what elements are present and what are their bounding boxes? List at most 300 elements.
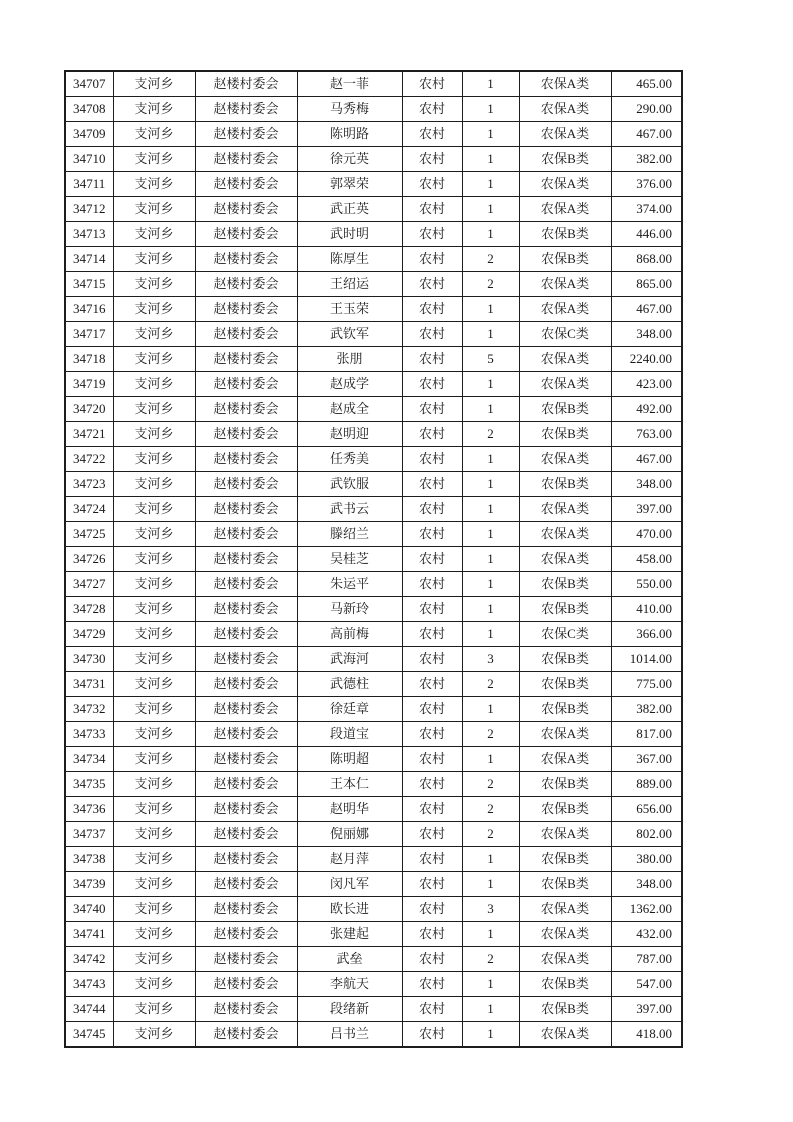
cell-insurance-category: 农保A类 bbox=[519, 547, 611, 572]
cell-township: 支河乡 bbox=[113, 547, 195, 572]
cell-person-name: 朱运平 bbox=[297, 572, 402, 597]
cell-township: 支河乡 bbox=[113, 322, 195, 347]
cell-residence-type: 农村 bbox=[402, 897, 462, 922]
table-row bbox=[65, 122, 682, 147]
cell-residence-type: 农村 bbox=[402, 372, 462, 397]
cell-amount: 787.00 bbox=[611, 947, 682, 972]
cell-residence-type: 农村 bbox=[402, 497, 462, 522]
cell-person-count: 1 bbox=[462, 222, 519, 247]
cell-residence-type: 农村 bbox=[402, 847, 462, 872]
table-row bbox=[65, 547, 682, 572]
cell-village-committee: 赵楼村委会 bbox=[195, 747, 297, 772]
cell-residence-type: 农村 bbox=[402, 222, 462, 247]
cell-record-id: 34710 bbox=[65, 147, 113, 172]
cell-township: 支河乡 bbox=[113, 772, 195, 797]
cell-township: 支河乡 bbox=[113, 122, 195, 147]
table-row bbox=[65, 147, 682, 172]
cell-amount: 656.00 bbox=[611, 797, 682, 822]
cell-insurance-category: 农保A类 bbox=[519, 347, 611, 372]
cell-record-id: 34730 bbox=[65, 647, 113, 672]
table-row bbox=[65, 447, 682, 472]
cell-village-committee: 赵楼村委会 bbox=[195, 422, 297, 447]
cell-amount: 467.00 bbox=[611, 297, 682, 322]
table-row bbox=[65, 947, 682, 972]
cell-person-name: 徐廷章 bbox=[297, 697, 402, 722]
cell-village-committee: 赵楼村委会 bbox=[195, 71, 297, 97]
cell-village-committee: 赵楼村委会 bbox=[195, 522, 297, 547]
cell-insurance-category: 农保B类 bbox=[519, 772, 611, 797]
cell-residence-type: 农村 bbox=[402, 347, 462, 372]
cell-village-committee: 赵楼村委会 bbox=[195, 1022, 297, 1048]
cell-person-count: 1 bbox=[462, 147, 519, 172]
cell-amount: 763.00 bbox=[611, 422, 682, 447]
cell-person-name: 赵明迎 bbox=[297, 422, 402, 447]
cell-person-count: 2 bbox=[462, 672, 519, 697]
cell-person-count: 2 bbox=[462, 722, 519, 747]
cell-person-name: 赵成学 bbox=[297, 372, 402, 397]
table-row bbox=[65, 1022, 682, 1048]
cell-person-name: 武德柱 bbox=[297, 672, 402, 697]
cell-person-count: 1 bbox=[462, 71, 519, 97]
cell-amount: 889.00 bbox=[611, 772, 682, 797]
cell-village-committee: 赵楼村委会 bbox=[195, 722, 297, 747]
table-row bbox=[65, 722, 682, 747]
cell-record-id: 34745 bbox=[65, 1022, 113, 1048]
cell-village-committee: 赵楼村委会 bbox=[195, 222, 297, 247]
table-row bbox=[65, 697, 682, 722]
cell-residence-type: 农村 bbox=[402, 297, 462, 322]
cell-amount: 418.00 bbox=[611, 1022, 682, 1048]
cell-amount: 865.00 bbox=[611, 272, 682, 297]
cell-village-committee: 赵楼村委会 bbox=[195, 297, 297, 322]
cell-village-committee: 赵楼村委会 bbox=[195, 472, 297, 497]
cell-record-id: 34735 bbox=[65, 772, 113, 797]
table-row bbox=[65, 472, 682, 497]
cell-township: 支河乡 bbox=[113, 847, 195, 872]
table-row bbox=[65, 322, 682, 347]
cell-residence-type: 农村 bbox=[402, 397, 462, 422]
cell-village-committee: 赵楼村委会 bbox=[195, 797, 297, 822]
cell-amount: 380.00 bbox=[611, 847, 682, 872]
cell-township: 支河乡 bbox=[113, 822, 195, 847]
cell-person-name: 张建起 bbox=[297, 922, 402, 947]
cell-person-count: 1 bbox=[462, 197, 519, 222]
cell-person-name: 赵一菲 bbox=[297, 71, 402, 97]
cell-person-count: 1 bbox=[462, 972, 519, 997]
cell-township: 支河乡 bbox=[113, 347, 195, 372]
table-row bbox=[65, 872, 682, 897]
cell-insurance-category: 农保A类 bbox=[519, 522, 611, 547]
cell-record-id: 34707 bbox=[65, 71, 113, 97]
cell-residence-type: 农村 bbox=[402, 247, 462, 272]
cell-person-name: 武书云 bbox=[297, 497, 402, 522]
cell-residence-type: 农村 bbox=[402, 722, 462, 747]
cell-insurance-category: 农保B类 bbox=[519, 797, 611, 822]
cell-amount: 446.00 bbox=[611, 222, 682, 247]
cell-insurance-category: 农保B类 bbox=[519, 847, 611, 872]
cell-record-id: 34719 bbox=[65, 372, 113, 397]
cell-person-count: 1 bbox=[462, 297, 519, 322]
cell-insurance-category: 农保A类 bbox=[519, 747, 611, 772]
cell-person-name: 武时明 bbox=[297, 222, 402, 247]
cell-insurance-category: 农保A类 bbox=[519, 197, 611, 222]
cell-residence-type: 农村 bbox=[402, 947, 462, 972]
table-row bbox=[65, 197, 682, 222]
table-row bbox=[65, 272, 682, 297]
cell-insurance-category: 农保C类 bbox=[519, 322, 611, 347]
cell-village-committee: 赵楼村委会 bbox=[195, 972, 297, 997]
table-row bbox=[65, 672, 682, 697]
cell-residence-type: 农村 bbox=[402, 622, 462, 647]
cell-insurance-category: 农保A类 bbox=[519, 897, 611, 922]
cell-person-name: 马秀梅 bbox=[297, 97, 402, 122]
cell-record-id: 34723 bbox=[65, 472, 113, 497]
cell-village-committee: 赵楼村委会 bbox=[195, 947, 297, 972]
cell-person-count: 2 bbox=[462, 772, 519, 797]
cell-village-committee: 赵楼村委会 bbox=[195, 572, 297, 597]
cell-record-id: 34729 bbox=[65, 622, 113, 647]
cell-residence-type: 农村 bbox=[402, 547, 462, 572]
cell-record-id: 34725 bbox=[65, 522, 113, 547]
cell-insurance-category: 农保A类 bbox=[519, 497, 611, 522]
cell-amount: 1362.00 bbox=[611, 897, 682, 922]
cell-insurance-category: 农保A类 bbox=[519, 372, 611, 397]
cell-person-name: 段道宝 bbox=[297, 722, 402, 747]
cell-amount: 817.00 bbox=[611, 722, 682, 747]
cell-record-id: 34743 bbox=[65, 972, 113, 997]
cell-township: 支河乡 bbox=[113, 647, 195, 672]
table-row bbox=[65, 347, 682, 372]
cell-township: 支河乡 bbox=[113, 572, 195, 597]
cell-insurance-category: 农保A类 bbox=[519, 122, 611, 147]
cell-record-id: 34716 bbox=[65, 297, 113, 322]
cell-residence-type: 农村 bbox=[402, 322, 462, 347]
cell-township: 支河乡 bbox=[113, 497, 195, 522]
table-body bbox=[65, 71, 682, 1047]
cell-township: 支河乡 bbox=[113, 922, 195, 947]
cell-insurance-category: 农保A类 bbox=[519, 822, 611, 847]
cell-township: 支河乡 bbox=[113, 97, 195, 122]
cell-amount: 470.00 bbox=[611, 522, 682, 547]
cell-insurance-category: 农保A类 bbox=[519, 297, 611, 322]
cell-residence-type: 农村 bbox=[402, 772, 462, 797]
cell-amount: 348.00 bbox=[611, 872, 682, 897]
table-row bbox=[65, 222, 682, 247]
cell-residence-type: 农村 bbox=[402, 522, 462, 547]
cell-insurance-category: 农保A类 bbox=[519, 722, 611, 747]
cell-township: 支河乡 bbox=[113, 622, 195, 647]
cell-amount: 382.00 bbox=[611, 697, 682, 722]
table-row bbox=[65, 622, 682, 647]
cell-person-name: 倪丽娜 bbox=[297, 822, 402, 847]
cell-person-count: 1 bbox=[462, 397, 519, 422]
cell-person-name: 李航天 bbox=[297, 972, 402, 997]
cell-village-committee: 赵楼村委会 bbox=[195, 347, 297, 372]
cell-insurance-category: 农保A类 bbox=[519, 447, 611, 472]
cell-township: 支河乡 bbox=[113, 447, 195, 472]
cell-person-count: 1 bbox=[462, 847, 519, 872]
cell-record-id: 34708 bbox=[65, 97, 113, 122]
cell-insurance-category: 农保B类 bbox=[519, 147, 611, 172]
table-row bbox=[65, 297, 682, 322]
cell-village-committee: 赵楼村委会 bbox=[195, 822, 297, 847]
cell-person-count: 1 bbox=[462, 622, 519, 647]
cell-village-committee: 赵楼村委会 bbox=[195, 372, 297, 397]
cell-insurance-category: 农保B类 bbox=[519, 422, 611, 447]
cell-record-id: 34736 bbox=[65, 797, 113, 822]
cell-person-count: 1 bbox=[462, 697, 519, 722]
cell-township: 支河乡 bbox=[113, 472, 195, 497]
cell-village-committee: 赵楼村委会 bbox=[195, 647, 297, 672]
cell-person-name: 郭翠荣 bbox=[297, 172, 402, 197]
cell-village-committee: 赵楼村委会 bbox=[195, 547, 297, 572]
cell-village-committee: 赵楼村委会 bbox=[195, 997, 297, 1022]
cell-insurance-category: 农保B类 bbox=[519, 997, 611, 1022]
cell-person-count: 1 bbox=[462, 172, 519, 197]
cell-township: 支河乡 bbox=[113, 797, 195, 822]
cell-person-count: 1 bbox=[462, 1022, 519, 1048]
cell-record-id: 34738 bbox=[65, 847, 113, 872]
cell-person-count: 1 bbox=[462, 447, 519, 472]
cell-amount: 423.00 bbox=[611, 372, 682, 397]
cell-village-committee: 赵楼村委会 bbox=[195, 597, 297, 622]
table-row bbox=[65, 97, 682, 122]
table-row bbox=[65, 372, 682, 397]
cell-residence-type: 农村 bbox=[402, 1022, 462, 1048]
cell-village-committee: 赵楼村委会 bbox=[195, 322, 297, 347]
cell-residence-type: 农村 bbox=[402, 797, 462, 822]
cell-record-id: 34717 bbox=[65, 322, 113, 347]
cell-township: 支河乡 bbox=[113, 872, 195, 897]
cell-amount: 410.00 bbox=[611, 597, 682, 622]
cell-person-count: 3 bbox=[462, 897, 519, 922]
cell-person-name: 王本仁 bbox=[297, 772, 402, 797]
cell-person-name: 武正英 bbox=[297, 197, 402, 222]
cell-insurance-category: 农保B类 bbox=[519, 397, 611, 422]
cell-record-id: 34739 bbox=[65, 872, 113, 897]
table-row bbox=[65, 71, 682, 97]
cell-residence-type: 农村 bbox=[402, 872, 462, 897]
cell-residence-type: 农村 bbox=[402, 972, 462, 997]
cell-amount: 367.00 bbox=[611, 747, 682, 772]
cell-village-committee: 赵楼村委会 bbox=[195, 197, 297, 222]
cell-person-name: 段绪新 bbox=[297, 997, 402, 1022]
table-row bbox=[65, 847, 682, 872]
cell-insurance-category: 农保A类 bbox=[519, 272, 611, 297]
cell-village-committee: 赵楼村委会 bbox=[195, 772, 297, 797]
cell-insurance-category: 农保B类 bbox=[519, 972, 611, 997]
cell-insurance-category: 农保B类 bbox=[519, 872, 611, 897]
cell-township: 支河乡 bbox=[113, 747, 195, 772]
cell-amount: 550.00 bbox=[611, 572, 682, 597]
cell-person-count: 5 bbox=[462, 347, 519, 372]
cell-residence-type: 农村 bbox=[402, 71, 462, 97]
table-row bbox=[65, 822, 682, 847]
cell-person-name: 武垒 bbox=[297, 947, 402, 972]
cell-person-count: 1 bbox=[462, 122, 519, 147]
cell-residence-type: 农村 bbox=[402, 147, 462, 172]
cell-record-id: 34741 bbox=[65, 922, 113, 947]
cell-residence-type: 农村 bbox=[402, 697, 462, 722]
cell-village-committee: 赵楼村委会 bbox=[195, 897, 297, 922]
cell-person-name: 武钦服 bbox=[297, 472, 402, 497]
cell-residence-type: 农村 bbox=[402, 597, 462, 622]
cell-person-name: 徐元英 bbox=[297, 147, 402, 172]
cell-record-id: 34715 bbox=[65, 272, 113, 297]
table-row bbox=[65, 972, 682, 997]
cell-insurance-category: 农保B类 bbox=[519, 572, 611, 597]
cell-person-count: 1 bbox=[462, 97, 519, 122]
cell-insurance-category: 农保C类 bbox=[519, 622, 611, 647]
cell-amount: 432.00 bbox=[611, 922, 682, 947]
cell-township: 支河乡 bbox=[113, 972, 195, 997]
cell-person-name: 赵成全 bbox=[297, 397, 402, 422]
cell-record-id: 34721 bbox=[65, 422, 113, 447]
cell-amount: 465.00 bbox=[611, 71, 682, 97]
cell-person-count: 2 bbox=[462, 947, 519, 972]
cell-insurance-category: 农保B类 bbox=[519, 647, 611, 672]
table-row bbox=[65, 747, 682, 772]
cell-township: 支河乡 bbox=[113, 597, 195, 622]
cell-residence-type: 农村 bbox=[402, 97, 462, 122]
cell-person-name: 赵月萍 bbox=[297, 847, 402, 872]
table-row bbox=[65, 397, 682, 422]
cell-person-name: 吴桂芝 bbox=[297, 547, 402, 572]
cell-person-count: 1 bbox=[462, 547, 519, 572]
cell-residence-type: 农村 bbox=[402, 572, 462, 597]
cell-village-committee: 赵楼村委会 bbox=[195, 97, 297, 122]
cell-person-count: 2 bbox=[462, 422, 519, 447]
cell-village-committee: 赵楼村委会 bbox=[195, 622, 297, 647]
cell-person-count: 2 bbox=[462, 272, 519, 297]
cell-person-name: 赵明华 bbox=[297, 797, 402, 822]
cell-township: 支河乡 bbox=[113, 697, 195, 722]
cell-insurance-category: 农保B类 bbox=[519, 472, 611, 497]
cell-township: 支河乡 bbox=[113, 222, 195, 247]
cell-amount: 492.00 bbox=[611, 397, 682, 422]
cell-township: 支河乡 bbox=[113, 372, 195, 397]
cell-amount: 382.00 bbox=[611, 147, 682, 172]
cell-amount: 775.00 bbox=[611, 672, 682, 697]
cell-residence-type: 农村 bbox=[402, 672, 462, 697]
cell-township: 支河乡 bbox=[113, 722, 195, 747]
cell-person-name: 滕绍兰 bbox=[297, 522, 402, 547]
cell-person-name: 陈明超 bbox=[297, 747, 402, 772]
cell-township: 支河乡 bbox=[113, 897, 195, 922]
cell-residence-type: 农村 bbox=[402, 472, 462, 497]
cell-person-name: 高前梅 bbox=[297, 622, 402, 647]
cell-person-name: 张朋 bbox=[297, 347, 402, 372]
cell-residence-type: 农村 bbox=[402, 272, 462, 297]
cell-village-committee: 赵楼村委会 bbox=[195, 672, 297, 697]
cell-record-id: 34726 bbox=[65, 547, 113, 572]
cell-insurance-category: 农保A类 bbox=[519, 947, 611, 972]
cell-person-name: 武海河 bbox=[297, 647, 402, 672]
cell-insurance-category: 农保B类 bbox=[519, 247, 611, 272]
cell-record-id: 34711 bbox=[65, 172, 113, 197]
cell-residence-type: 农村 bbox=[402, 822, 462, 847]
table-row bbox=[65, 647, 682, 672]
cell-amount: 348.00 bbox=[611, 322, 682, 347]
cell-township: 支河乡 bbox=[113, 522, 195, 547]
cell-record-id: 34722 bbox=[65, 447, 113, 472]
cell-person-name: 王玉荣 bbox=[297, 297, 402, 322]
cell-village-committee: 赵楼村委会 bbox=[195, 497, 297, 522]
cell-record-id: 34709 bbox=[65, 122, 113, 147]
cell-township: 支河乡 bbox=[113, 397, 195, 422]
cell-person-count: 1 bbox=[462, 922, 519, 947]
cell-village-committee: 赵楼村委会 bbox=[195, 847, 297, 872]
cell-record-id: 34718 bbox=[65, 347, 113, 372]
table-row bbox=[65, 797, 682, 822]
cell-amount: 547.00 bbox=[611, 972, 682, 997]
table-row bbox=[65, 922, 682, 947]
cell-record-id: 34712 bbox=[65, 197, 113, 222]
cell-township: 支河乡 bbox=[113, 197, 195, 222]
cell-amount: 467.00 bbox=[611, 122, 682, 147]
cell-township: 支河乡 bbox=[113, 71, 195, 97]
cell-amount: 366.00 bbox=[611, 622, 682, 647]
cell-village-committee: 赵楼村委会 bbox=[195, 172, 297, 197]
cell-record-id: 34731 bbox=[65, 672, 113, 697]
cell-record-id: 34714 bbox=[65, 247, 113, 272]
cell-person-name: 任秀美 bbox=[297, 447, 402, 472]
cell-person-name: 闵凡军 bbox=[297, 872, 402, 897]
cell-village-committee: 赵楼村委会 bbox=[195, 272, 297, 297]
cell-village-committee: 赵楼村委会 bbox=[195, 122, 297, 147]
cell-village-committee: 赵楼村委会 bbox=[195, 397, 297, 422]
cell-amount: 348.00 bbox=[611, 472, 682, 497]
cell-person-count: 2 bbox=[462, 247, 519, 272]
cell-person-count: 2 bbox=[462, 822, 519, 847]
cell-person-count: 1 bbox=[462, 747, 519, 772]
cell-amount: 802.00 bbox=[611, 822, 682, 847]
cell-record-id: 34737 bbox=[65, 822, 113, 847]
cell-residence-type: 农村 bbox=[402, 747, 462, 772]
cell-township: 支河乡 bbox=[113, 1022, 195, 1048]
table-row bbox=[65, 497, 682, 522]
cell-residence-type: 农村 bbox=[402, 122, 462, 147]
cell-township: 支河乡 bbox=[113, 422, 195, 447]
cell-person-count: 1 bbox=[462, 322, 519, 347]
table-row bbox=[65, 597, 682, 622]
cell-insurance-category: 农保B类 bbox=[519, 222, 611, 247]
table-row bbox=[65, 422, 682, 447]
cell-person-count: 1 bbox=[462, 872, 519, 897]
cell-residence-type: 农村 bbox=[402, 922, 462, 947]
cell-person-count: 1 bbox=[462, 597, 519, 622]
cell-amount: 397.00 bbox=[611, 497, 682, 522]
cell-record-id: 34727 bbox=[65, 572, 113, 597]
cell-township: 支河乡 bbox=[113, 997, 195, 1022]
table-row bbox=[65, 897, 682, 922]
cell-village-committee: 赵楼村委会 bbox=[195, 872, 297, 897]
cell-insurance-category: 农保B类 bbox=[519, 672, 611, 697]
cell-residence-type: 农村 bbox=[402, 197, 462, 222]
cell-insurance-category: 农保A类 bbox=[519, 1022, 611, 1048]
cell-residence-type: 农村 bbox=[402, 172, 462, 197]
cell-village-committee: 赵楼村委会 bbox=[195, 147, 297, 172]
cell-residence-type: 农村 bbox=[402, 422, 462, 447]
cell-township: 支河乡 bbox=[113, 672, 195, 697]
cell-amount: 290.00 bbox=[611, 97, 682, 122]
cell-record-id: 34742 bbox=[65, 947, 113, 972]
cell-insurance-category: 农保A类 bbox=[519, 97, 611, 122]
table-row bbox=[65, 172, 682, 197]
table-row bbox=[65, 247, 682, 272]
cell-village-committee: 赵楼村委会 bbox=[195, 247, 297, 272]
cell-township: 支河乡 bbox=[113, 147, 195, 172]
